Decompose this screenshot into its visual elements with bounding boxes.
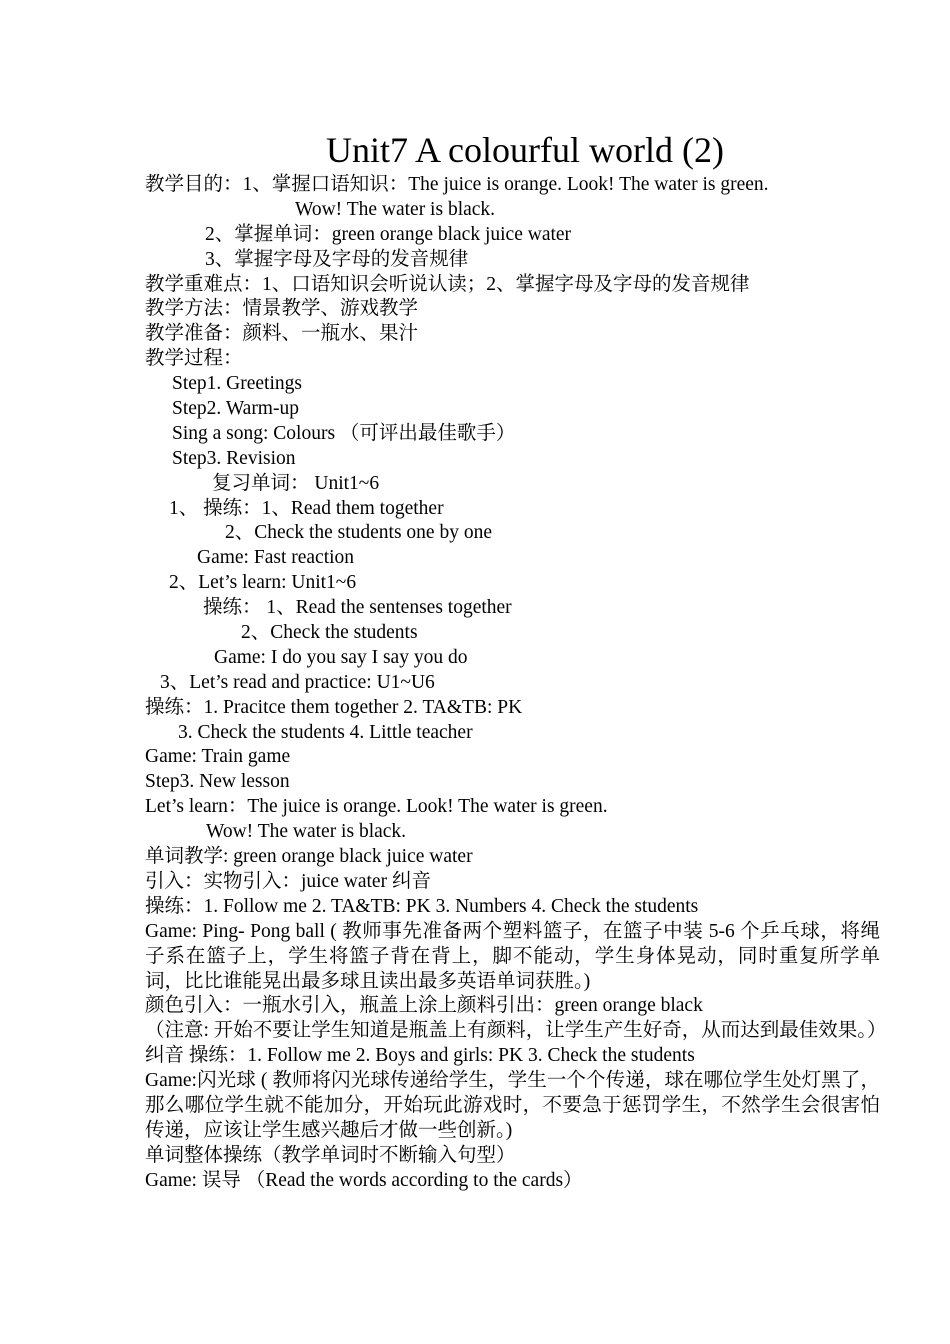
pronunciation-practice: 纠音 操练：1. Follow me 2. Boys and girls: PK 3. Check the students <box>145 1045 695 1067</box>
practice-follow-me: 操练：1. Follow me 2. TA&TB: PK 3. Numbers 4. Check the students <box>145 895 699 917</box>
revision-practice-1: 1、 操练：1、Read them together <box>169 497 444 519</box>
document-body <box>145 173 887 1194</box>
read-sentences: 操练： 1、Read the sentenses together <box>203 597 512 619</box>
step-revision: Step3. Revision <box>172 447 296 469</box>
game-train: Game: Train game <box>145 746 291 768</box>
game-fast-reaction: Game: Fast reaction <box>197 547 355 569</box>
attention-note: （注意: 开始不要让学生知道是瓶盖上有颜料，让学生产生好奇，从而达到最佳效果。） <box>145 1020 887 1042</box>
word-teaching: 单词教学: green orange black juice water <box>145 846 473 868</box>
objective-letters: 3、掌握字母及字母的发音规律 <box>205 248 469 270</box>
lets-learn-new-continued: Wow! The water is black. <box>206 821 407 843</box>
key-points: 教学重难点：1、口语知识会听说认读；2、掌握字母及字母的发音规律 <box>145 273 750 295</box>
game-misleading: Game: 误导 （Read the words according to the cards） <box>145 1169 583 1191</box>
introduction-objects: 引入：实物引入：juice water 纠音 <box>145 870 431 892</box>
game-flash-ball: Game:闪光球 ( 教师将闪光球传递给学生，学生一个个传递，球在哪位学生处灯黑了，那么哪位学生就不能加分，开始玩此游戏时，不要急于惩罚学生，不然学生会很害怕传递，应该让学生感兴趣后才做一些创新。) <box>145 1070 880 1141</box>
colour-introduction: 颜色引入：一瓶水引入，瓶盖上涂上颜料引出：green orange black <box>145 995 703 1017</box>
sing-a-song: Sing a song: Colours （可评出最佳歌手） <box>172 422 516 444</box>
objective-words: 2、掌握单词：green orange black juice water <box>205 223 572 245</box>
practice-together: 操练：1. Pracitce them together 2. TA&TB: PK <box>145 696 523 718</box>
step-warm-up: Step2. Warm-up <box>172 398 299 420</box>
revision-practice-2: 2、Check the students one by one <box>225 522 492 544</box>
review-words: 复习单词： Unit1~6 <box>212 472 380 494</box>
game-ping-pong-ball: Game: Ping- Pong ball ( 教师事先准备两个塑料篮子，在篮子中装 5-6 个乒乓球，将绳子系在篮子上，学生将篮子背在背上，脚不能动，学生身体晃动，同时重复所学单词，比比谁能晃出最多球且读出最多英语单词获胜。) <box>145 920 880 992</box>
step-greetings: Step1. Greetings <box>172 373 302 395</box>
game-i-do-you-say: Game: I do you say I say you do <box>214 646 468 668</box>
lets-learn-new: Let’s learn：The juice is orange. Look! The water is green. <box>145 796 608 818</box>
teaching-process-heading: 教学过程： <box>145 348 243 370</box>
document-title: Unit7 A colourful world (2) <box>326 130 724 170</box>
lets-learn-review: 2、Let’s learn: Unit1~6 <box>169 572 357 594</box>
teaching-methods: 教学方法：情景教学、游戏教学 <box>145 298 419 320</box>
lets-read-and-practice: 3、Let’s read and practice: U1~U6 <box>160 671 435 693</box>
objective-line: 教学目的：1、掌握口语知识：The juice is orange. Look! The water is green. <box>145 174 769 195</box>
check-students: 2、Check the students <box>241 622 418 644</box>
practice-check-students: 3. Check the students 4. Little teacher <box>178 721 473 743</box>
whole-word-practice: 单词整体操练（教学单词时不断输入句型） <box>145 1144 516 1166</box>
objective-line-continued: Wow! The water is black. <box>295 198 496 220</box>
teaching-preparation: 教学准备：颜料、一瓶水、果汁 <box>145 323 419 345</box>
step-new-lesson: Step3. New lesson <box>145 771 290 793</box>
